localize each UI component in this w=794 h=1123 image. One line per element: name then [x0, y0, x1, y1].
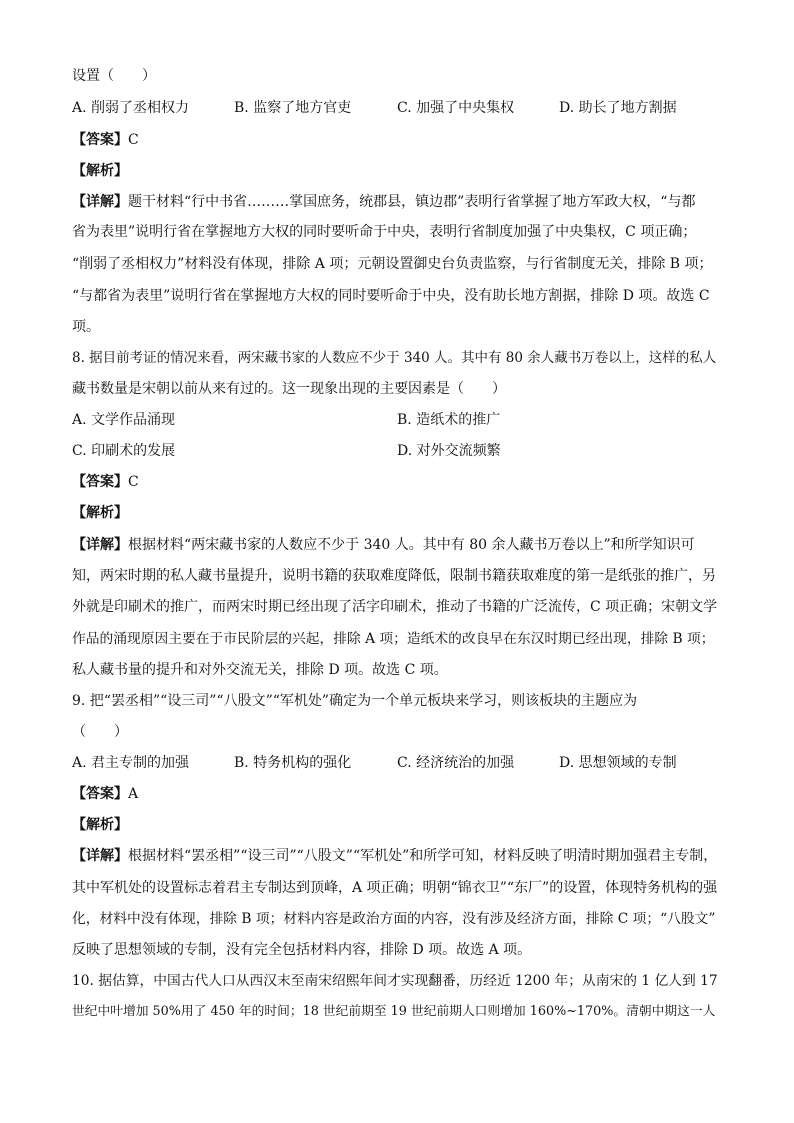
q7-detail-line: 省为表里”说明行省在掌握地方大权的同时要听命于中央，表明行省制度加强了中央集权，C 项正确； [72, 224, 697, 240]
q7-analysis-label: 【解析】 [72, 163, 128, 179]
answer-label: 【答案】 [72, 132, 128, 148]
detail-label: 【详解】 [72, 537, 128, 553]
q9-stem-line: 9. 把“罢丞相”“设三司”“八股文”“军机处”确定为一个单元板块来学习，则该板块的主题应为 [72, 693, 638, 709]
q7-detail-line: “与都省为表里”说明行省在掌握地方大权的同时要听命于中央，没有助长地方割据，排除 D 项。故选 C [72, 288, 710, 304]
q8-detail-line: 外就是印刷术的推广，而两宋时期已经出现了活字印刷术，推动了书籍的广泛流传，C 项正确；宋朝文学 [72, 599, 718, 615]
q8-stem-line: 藏书数量是宋朝以前从来有过的。这一现象出现的主要因素是（ ） [72, 381, 506, 397]
q9-option-c: C. 经济统治的加强 [397, 755, 515, 771]
answer-label: 【答案】 [72, 786, 128, 802]
q9-option-b: B. 特务机构的强化 [234, 755, 352, 771]
detail-text: 根据材料“两宋藏书家的人数应不少于 340 人。其中有 80 余人藏书万卷以上”和所学知识可 [128, 537, 695, 553]
detail-label: 【详解】 [72, 194, 128, 210]
answer-value: A [128, 786, 139, 802]
q8-analysis-label: 【解析】 [72, 505, 128, 521]
answer-value: C [128, 474, 139, 490]
detail-text: 题干材料“行中书省………掌国庶务，统郡县，镇边郡”表明行省掌握了地方军政大权，“与都 [128, 194, 696, 210]
q9-detail-line: 化，材料中没有体现，排除 B 项；材料内容是政治方面的内容，没有涉及经济方面，排除 C 项；“八股文” [72, 911, 716, 927]
q9-option-d: D. 思想领域的专制 [559, 755, 677, 771]
q7-option-a: A. 削弱了丞相权力 [72, 100, 190, 116]
q7-option-d: D. 助长了地方割据 [559, 100, 677, 116]
q8-option-d: D. 对外交流频繁 [397, 443, 501, 459]
q8-option-c: C. 印刷术的发展 [72, 443, 176, 459]
q10-stem-line: 世纪中叶增加 50%用了 450 年的时间；18 世纪前期至 19 世纪前期人口则增加 160%~170%。清朝中期这一人 [72, 1004, 716, 1019]
q8-detail-line: 作品的涌现原因主要在于市民阶层的兴起，排除 A 项；造纸术的改良早在东汉时期已经出现，排除 B 项； [72, 631, 715, 647]
detail-label: 【详解】 [72, 848, 128, 864]
q8-detail-line: 私人藏书量的提升和对外交流无关，排除 D 项。故选 C 项。 [72, 662, 448, 678]
answer-value: C [128, 132, 139, 148]
q9-analysis-label: 【解析】 [72, 817, 128, 833]
q7-detail-line: 项。 [72, 319, 100, 335]
q7-detail-line [72, 192, 695, 212]
q9-detail-line: 反映了思想领域的专制，没有完全包括材料内容，排除 D 项。故选 A 项。 [72, 942, 532, 958]
q9-answer [72, 784, 138, 804]
q8-option-b: B. 造纸术的推广 [397, 412, 501, 428]
q7-detail-line: “削弱了丞相权力”材料没有体现，排除 A 项；元朝设置御史台负责监察，与行省制度无关，排除 B 项； [72, 256, 713, 272]
q7-answer [72, 130, 139, 150]
q7-stem-tail: 设置（ ） [72, 68, 156, 84]
answer-label: 【答案】 [72, 474, 128, 490]
q8-detail-line [72, 535, 695, 555]
detail-text: 根据材料“罢丞相”“设三司”“八股文”“军机处”和所学可知，材料反映了明清时期加强君主专制， [128, 848, 718, 864]
q8-stem-line: 8. 据目前考证的情况来看，两宋藏书家的人数应不少于 340 人。其中有 80 余人藏书万卷以上，这样的私人 [72, 350, 717, 366]
q8-answer [72, 472, 139, 492]
q9-stem-line: （ ） [72, 724, 128, 740]
q7-option-c: C. 加强了中央集权 [397, 100, 515, 116]
q7-option-b: B. 监察了地方官吏 [234, 100, 352, 116]
q8-detail-line: 知，两宋时期的私人藏书量提升，说明书籍的获取难度降低，限制书籍获取难度的第一是纸张的推广，另 [72, 568, 716, 584]
q9-detail-line: 其中军机处的设置标志着君主专制达到顶峰，A 项正确；明朝“锦衣卫”“东厂”的设置，体现特务机构的强 [72, 880, 718, 896]
q10-stem-line: 10. 据估算，中国古代人口从西汉末至南宋绍熙年间才实现翻番，历经近 1200 年；从南宋的 1 亿人到 17 [72, 973, 718, 989]
q9-detail-line [72, 846, 717, 866]
q9-option-a: A. 君主专制的加强 [72, 755, 190, 771]
q8-option-a: A. 文学作品涌现 [72, 412, 176, 428]
